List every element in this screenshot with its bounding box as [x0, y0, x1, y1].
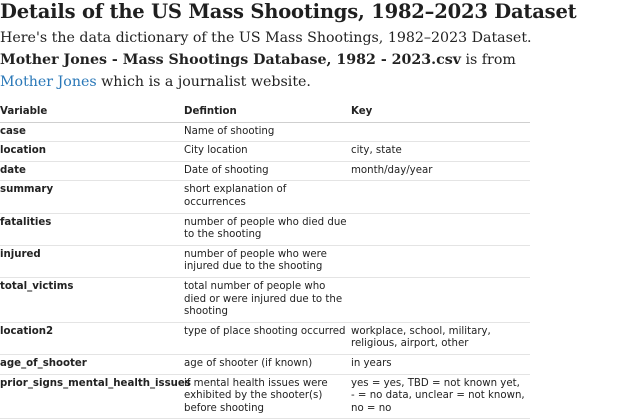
definition-cell: short explanation of occurrences	[184, 181, 351, 213]
table-row	[0, 322, 530, 354]
variable-cell: location	[0, 142, 184, 162]
definition-cell: age of shooter (if known)	[184, 354, 351, 374]
intro-paragraph	[0, 27, 532, 93]
variable-cell: injured	[0, 245, 184, 277]
mother-jones-link[interactable]: Mother Jones	[0, 74, 97, 90]
table-row	[0, 277, 530, 322]
key-cell	[351, 122, 530, 142]
key-cell	[351, 245, 530, 277]
variable-cell: prior_signs_mental_health_issues	[0, 374, 184, 419]
variable-cell: location2	[0, 322, 184, 354]
table-row	[0, 122, 530, 142]
table-row	[0, 181, 530, 213]
definition-cell: type of place shooting occurred	[184, 322, 351, 354]
table-row	[0, 245, 530, 277]
key-cell: city, state	[351, 142, 530, 162]
variable-cell: case	[0, 122, 184, 142]
intro-lead: Here's the data dictionary of the US Mass Shootings, 1982–2023 Dataset.	[0, 30, 532, 46]
variable-cell: date	[0, 161, 184, 181]
definition-cell: total number of people who died or were injured due to the shooting	[184, 277, 351, 322]
variable-cell: summary	[0, 181, 184, 213]
definition-cell: number of people who died due to the shooting	[184, 213, 351, 245]
table-row	[0, 213, 530, 245]
intro-middle: is from	[465, 52, 516, 68]
definition-cell: if mental health issues were exhibited by the shooter(s) before shooting	[184, 374, 351, 419]
key-cell: in years	[351, 354, 530, 374]
table-row	[0, 142, 530, 162]
table-row	[0, 374, 530, 419]
table-row	[0, 161, 530, 181]
column-header-variable: Variable	[0, 104, 184, 122]
key-cell	[351, 213, 530, 245]
page-title: Details of the US Mass Shootings, 1982–2023 Dataset	[0, 0, 577, 23]
definition-cell: number of people who were injured due to the shooting	[184, 245, 351, 277]
table-row	[0, 354, 530, 374]
definition-cell: City location	[184, 142, 351, 162]
intro-tail: which is a journalist website.	[101, 74, 311, 90]
dataset-filename: Mother Jones - Mass Shootings Database, 1982 - 2023.csv	[0, 52, 461, 68]
table-header-row	[0, 104, 530, 122]
key-cell	[351, 181, 530, 213]
key-cell: yes = yes, TBD = not known yet, - = no data, unclear = not known, no = no	[351, 374, 530, 419]
variable-cell: fatalities	[0, 213, 184, 245]
variable-cell: age_of_shooter	[0, 354, 184, 374]
data-dictionary-table	[0, 104, 530, 419]
column-header-key: Key	[351, 104, 530, 122]
key-cell	[351, 277, 530, 322]
key-cell: month/day/year	[351, 161, 530, 181]
variable-cell: total_victims	[0, 277, 184, 322]
column-header-definition: Defintion	[184, 104, 351, 122]
definition-cell: Name of shooting	[184, 122, 351, 142]
key-cell: workplace, school, military, religious, airport, other	[351, 322, 530, 354]
definition-cell: Date of shooting	[184, 161, 351, 181]
